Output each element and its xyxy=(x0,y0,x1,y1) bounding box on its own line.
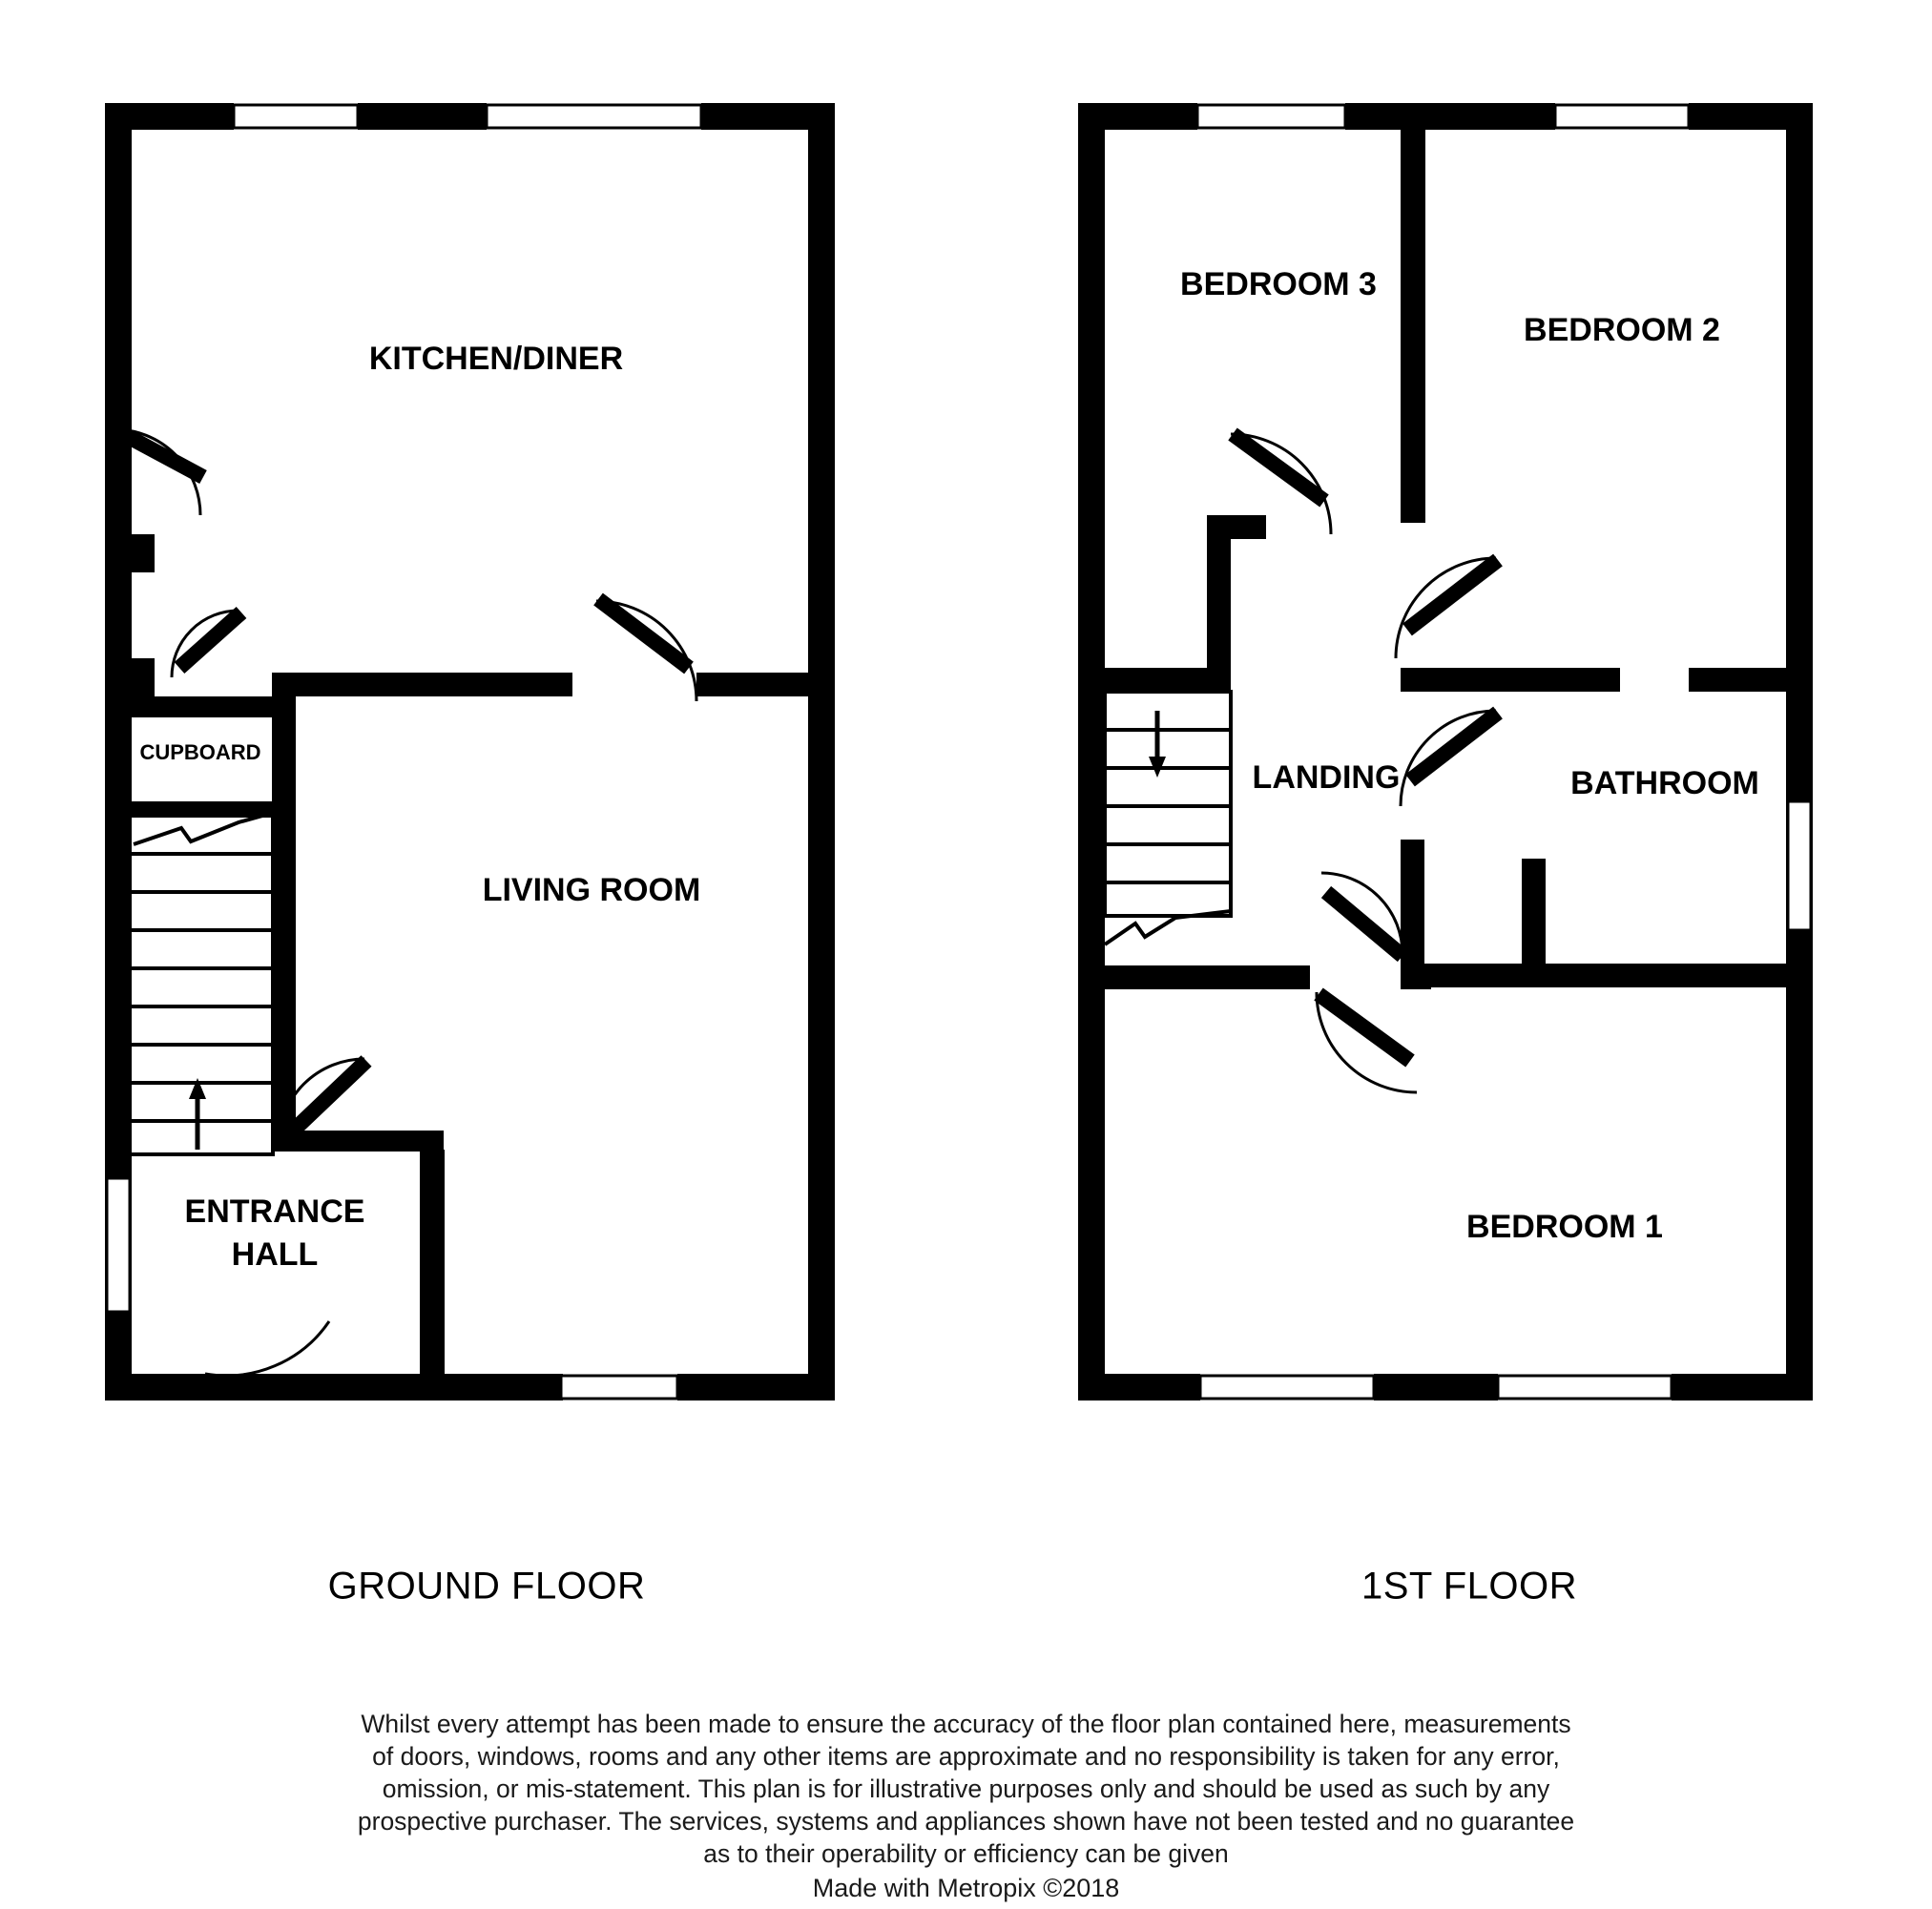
first-floor-staircase xyxy=(1105,692,1231,944)
room-label-landing: LANDING xyxy=(1252,758,1401,796)
room-label-living-room: LIVING ROOM xyxy=(482,871,701,908)
disclaimer-line-2: of doors, windows, rooms and any other items are approximate and no responsibility is taken for any error, xyxy=(372,1742,1560,1771)
disclaimer-line-3: omission, or mis-statement. This plan is for illustrative purposes only and should be used as such by any xyxy=(382,1774,1550,1803)
first-floor-caption: 1ST FLOOR xyxy=(1361,1565,1578,1608)
room-label-entrance-hall-line2: HALL xyxy=(231,1235,319,1273)
ground-floor-caption: GROUND FLOOR xyxy=(327,1565,646,1608)
room-label-bedroom-1: BEDROOM 1 xyxy=(1466,1208,1663,1245)
room-label-cupboard: CUPBOARD xyxy=(139,739,261,764)
first-floor-plan xyxy=(1078,103,1813,1608)
disclaimer-line-5: as to their operability or efficiency can be given xyxy=(703,1839,1229,1868)
ground-floor-staircase xyxy=(130,813,273,1154)
disclaimer-block xyxy=(0,1708,1932,1904)
room-label-kitchen-diner: KITCHEN/DINER xyxy=(368,340,624,377)
disclaimer-line-4: prospective purchaser. The services, systems and appliances shown have not been tested and no guarantee xyxy=(357,1807,1575,1836)
room-label-entrance-hall-line1: ENTRANCE xyxy=(184,1193,365,1230)
room-label-bedroom-2: BEDROOM 2 xyxy=(1524,311,1720,348)
room-label-bathroom: BATHROOM xyxy=(1570,764,1759,801)
disclaimer-line-1: Whilst every attempt has been made to ensure the accuracy of the floor plan contained here, measurements xyxy=(361,1710,1571,1738)
metropix-credit: Made with Metropix ©2018 xyxy=(812,1874,1120,1902)
ground-floor-plan xyxy=(105,103,835,1608)
room-label-bedroom-3: BEDROOM 3 xyxy=(1180,265,1377,302)
